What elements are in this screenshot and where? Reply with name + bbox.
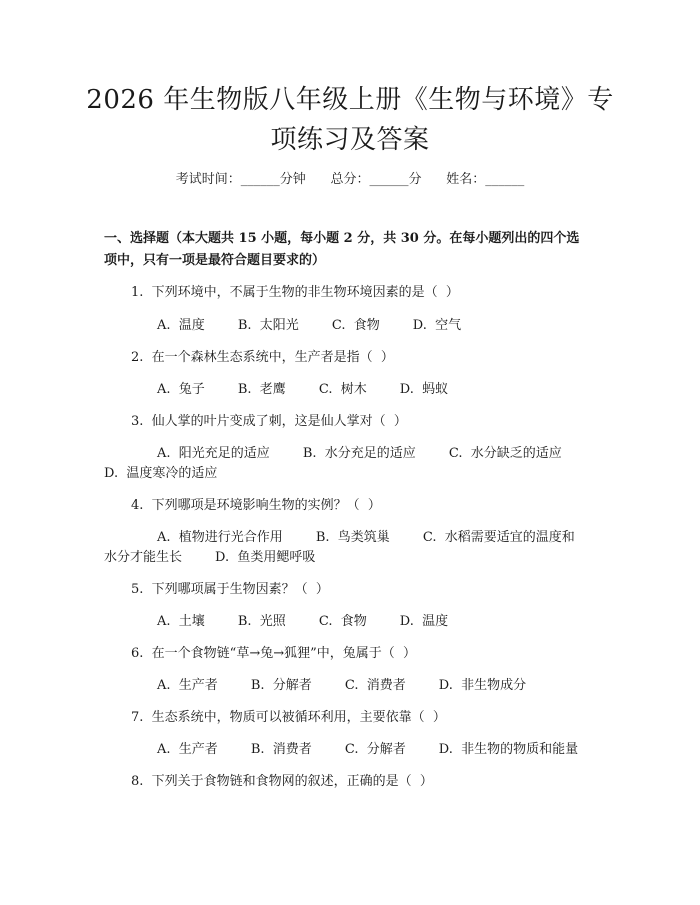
section-heading-line-2: 项中，只有一项是最符合题目要求的） (104, 253, 326, 268)
question-1-options: A. 温度 B. 太阳光 C. 食物 D. 空气 (157, 318, 462, 333)
question-4-stem: 4. 下列哪项是环境影响生物的实例？（ ） (131, 498, 381, 513)
question-3-options-wrap: D. 温度寒冷的适应 (104, 466, 218, 481)
question-5-options: A. 土壤 B. 光照 C. 食物 D. 温度 (157, 614, 449, 629)
question-3-options: A. 阳光充足的适应 B. 水分充足的适应 C. 水分缺乏的适应 (157, 446, 562, 461)
question-7-stem: 7. 生态系统中，物质可以被循环利用，主要依靠（ ） (131, 710, 446, 725)
title-line-2: 项练习及答案 (270, 125, 430, 155)
section-heading-line-1: 一、选择题（本大题共 15 小题，每小题 2 分，共 30 分。在每小题列出的四个选 (104, 231, 580, 246)
question-2-stem: 2. 在一个森林生态系统中，生产者是指（ ） (131, 350, 394, 365)
question-4-options: A. 植物进行光合作用 B. 鸟类筑巢 C. 水稻需要适宜的温度和 (157, 530, 575, 545)
exam-meta-line: 考试时间：______分钟 总分：______分 姓名：______ (175, 172, 525, 187)
question-8-stem: 8. 下列关于食物链和食物网的叙述，正确的是（ ） (131, 774, 433, 789)
question-6-options: A. 生产者 B. 分解者 C. 消费者 D. 非生物成分 (157, 678, 527, 693)
question-2-options: A. 兔子 B. 老鹰 C. 树木 D. 蚂蚁 (157, 382, 449, 397)
section-heading (104, 228, 600, 272)
question-6-stem: 6. 在一个食物链“草→兔→狐狸”中，兔属于（ ） (131, 646, 417, 661)
question-1-stem: 1. 下列环境中，不属于生物的非生物环境因素的是（ ） (131, 285, 459, 300)
question-7-options: A. 生产者 B. 消费者 C. 分解者 D. 非生物的物质和能量 (157, 742, 579, 757)
document-title (60, 80, 640, 160)
title-line-1: 2026 年生物版八年级上册《生物与环境》专 (86, 85, 614, 115)
question-5-stem: 5. 下列哪项属于生物因素？（ ） (131, 582, 329, 597)
question-4-options-wrap: 水分才能生长 D. 鱼类用鳃呼吸 (104, 550, 316, 565)
question-3-stem: 3. 仙人掌的叶片变成了刺，这是仙人掌对（ ） (131, 414, 407, 429)
